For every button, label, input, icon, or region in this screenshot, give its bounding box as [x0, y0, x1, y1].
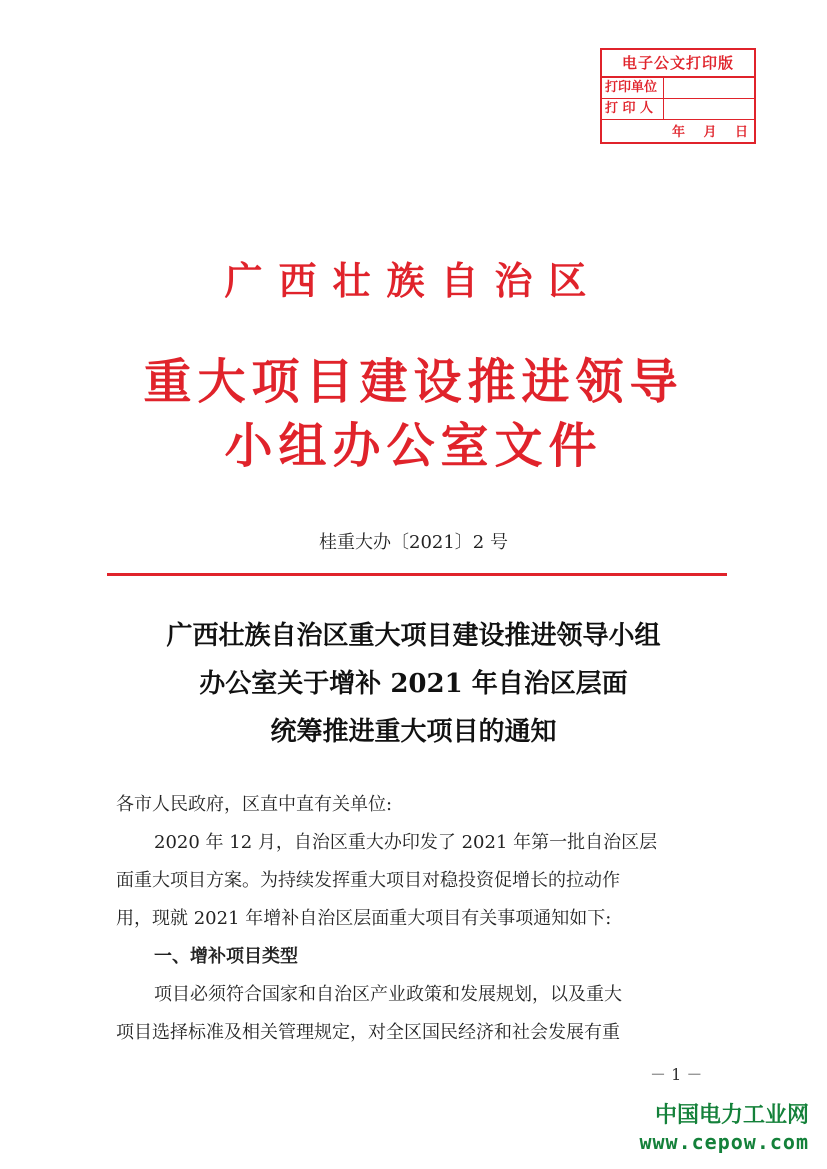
para2-line1: 项目必须符合国家和自治区产业政策和发展规划，以及重大 [154, 984, 622, 1005]
issuer-office [0, 350, 827, 478]
watermark-name: 中国电力工业网 [654, 1103, 809, 1128]
para1-line3: 用，现就 2021 年增补自治区层面重大项目有关事项通知如下: [116, 908, 612, 929]
title-line3: 统筹推进重大项目的通知 [270, 717, 557, 747]
title-line2: 办公室关于增补 2021 年自治区层面 [199, 669, 628, 699]
section-heading: 一、增补项目类型 [154, 946, 298, 967]
para1-line2: 面重大项目方案。为持续发挥重大项目对稳投资促增长的拉动作 [116, 870, 620, 891]
document-number: 桂重大办〔2021〕2 号 [319, 532, 508, 553]
issuer-office-line2: 小组办公室文件 [224, 418, 603, 474]
para1-line1: 2020 年 12 月，自治区重大办印发了 2021 年第一批自治区层 [154, 832, 658, 853]
stamp-row-person [602, 99, 754, 120]
page-number: － 1 － [650, 1065, 703, 1084]
stamp-date: 年 月 日 [671, 125, 748, 140]
document-body [116, 786, 716, 1052]
red-divider [107, 573, 727, 576]
stamp-row-unit [602, 78, 754, 99]
salutation: 各市人民政府，区直中直有关单位: [116, 794, 393, 815]
stamp-label-unit: 打印单位 [602, 78, 664, 98]
stamp-label-person: 打 印 人 [602, 99, 664, 119]
issuer-office-line1: 重大项目建设推进领导 [143, 354, 684, 410]
watermark-url: www.cepow.com [639, 1130, 809, 1154]
para2-line2: 项目选择标准及相关管理规定，对全区国民经济和社会发展有重 [116, 1022, 620, 1043]
title-line1: 广西壮族自治区重大项目建设推进领导小组 [166, 621, 661, 651]
issuer-region: 广西壮族自治区 [224, 258, 603, 303]
stamp-title: 电子公文打印版 [602, 50, 754, 78]
document-title [0, 612, 827, 756]
print-stamp [600, 48, 756, 144]
